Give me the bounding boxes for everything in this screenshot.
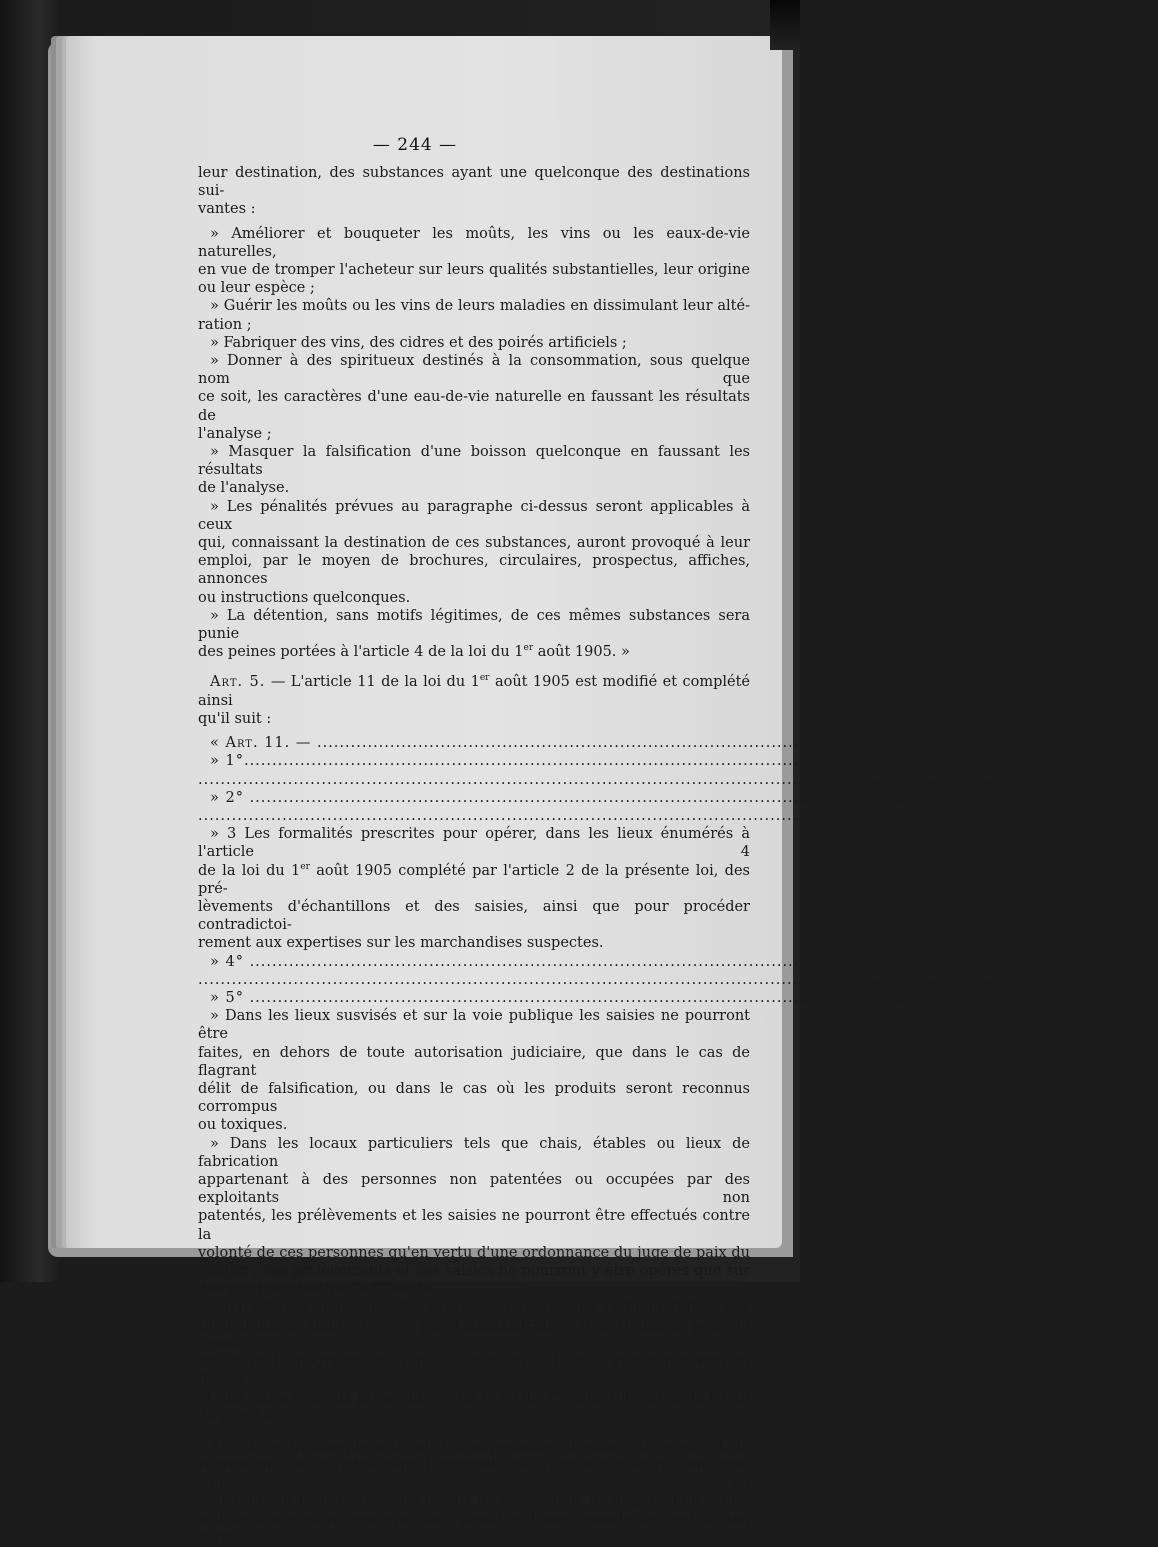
- text-line: ou leur espèce ;: [198, 280, 315, 297]
- text-line: » Dans les lieux susvisés et sur la voie publique les saisies ne pourront être: [198, 1008, 750, 1043]
- article-6-heading: Art. 6. — Quiconque aura mis les inspecteurs ou agents de service de la: [210, 1438, 750, 1455]
- text-line: canton ; ces prélèvements et ces saisies ne pourront y être opérés que sur: [198, 1262, 750, 1279]
- text-line: emploi, par le moyen de brochures, circulaires, prospectus, affiches, annonces: [198, 553, 750, 588]
- text-line: » Il n'est rien innové quant à la procédure suivie par l'administration des: [210, 1299, 750, 1316]
- text-line: faites, en dehors de toute autorisation judiciaire, que dans le cas de flagrant: [198, 1044, 750, 1079]
- text-line: de la loi du 1er août 1905 complété par l'article 2 de la présente loi, des pré-: [198, 861, 750, 897]
- text-line: ou instructions quelconques.: [198, 589, 411, 606]
- text-line: » Fabriquer des vins, des cidres et des poirés artificiels ;: [210, 334, 627, 351]
- text-line: leur destination, des substances ayant une quelconque des destinations sui-: [198, 165, 750, 200]
- text-line: en vue de tromper l'acheteur sur leurs qualités substantielles, leur origine: [198, 262, 750, 279]
- text-line: des peines portées à l'article 4 de la loi du 1er août 1905. »: [198, 643, 630, 661]
- page-body: [198, 164, 1158, 1547]
- text-line: » Donner à des spiritueux destinés à la consommation, sous quelque nom que: [198, 353, 750, 388]
- text-line: des produits destinés à la vente.: [198, 1281, 437, 1298]
- page-number: — 244 —: [372, 135, 458, 155]
- text-line: qui, connaissant la destination de ces substances, auront provoqué à leur: [198, 535, 750, 552]
- item-4-line: » 4° ......................................................................................................................................................: [210, 953, 1091, 970]
- item-5-line: » 5° ......................................................................................................................................................: [210, 989, 1091, 1006]
- text-line: patentés, les prélèvements et les saisies ne pourront être effectués contre la: [198, 1208, 750, 1243]
- text-line: lèvements d'échantillons et des saisies, ainsi que pour procéder contradictoi-: [198, 898, 750, 934]
- text-line: ce soit, les caractères d'une eau-de-vie naturelle en faussant les résultats de: [198, 389, 750, 424]
- text-line: l'analyse ;: [198, 425, 272, 442]
- item-1-line: » 1°......................................................................................................................................................: [210, 753, 1086, 770]
- text-line: ou toxiques.: [198, 1117, 288, 1134]
- text-line: qu'il suit :: [198, 710, 272, 727]
- text-line: soit de toute autre manière, sera passible d'une amende de cent à cinq cents: [198, 1511, 750, 1546]
- text-line: de l'analyse.: [198, 480, 290, 497]
- text-line: rement aux expertises sur les marchandises suspectes.: [198, 935, 604, 952]
- text-line: » Améliorer et bouqueter les moûts, les vins ou les eaux-de-vie naturelles,: [198, 225, 750, 260]
- article-11-line: « Art. 11. — ......................................................................................................................................................: [210, 735, 1158, 752]
- text-line: ration ;: [198, 316, 252, 333]
- dot-leader-line: ......................................................................................................................................................: [198, 807, 1040, 824]
- dot-leader-line: ......................................................................................................................................................: [198, 971, 1040, 988]
- text-line: » La détention, sans motifs légitimes, de ces mêmes substances sera punie: [198, 607, 750, 643]
- text-line: » Les pénalités prévues au paragraphe ci-dessus seront applicables à ceux: [198, 498, 750, 533]
- binding-corner: [770, 0, 800, 50]
- text-line: 28 juin 1907. »: [198, 1408, 309, 1425]
- dot-leader-line: ......................................................................................................................................................: [198, 771, 1040, 788]
- text-line: » 3 Les formalités prescrites pour opérer, dans les lieux énumérés à l'article 4: [198, 826, 750, 861]
- text-line: tation et la poursuite de faits constituant à la fois une contravention fiscale: [198, 1354, 750, 1389]
- text-line: volonté de ces personnes qu'en vertu d'une ordonnance du juge de paix du: [198, 1244, 750, 1261]
- item-2-line: » 2° ......................................................................................................................................................: [210, 789, 1091, 806]
- text-line: appartenant à des personnes non patentées ou occupées par des exploitants non: [198, 1171, 750, 1207]
- text-line: vantes :: [198, 201, 256, 218]
- text-line: répression des fraudes dans l'impossibilité d'accomplir leurs fonctions, soit en: [198, 1457, 750, 1492]
- article-5-heading: Art. 5. — L'article 11 de la loi du 1er août 1905 est modifié et complété ainsi: [198, 673, 750, 709]
- text-line: » Guérir les moûts ou les vins de leurs maladies en dissimulant leur alté-: [210, 298, 750, 315]
- text-line: leur refusant l'entrée de leurs locaux de fabrication, de dépôt ou de vente,: [198, 1493, 750, 1510]
- text-line: » Masquer la falsification d'une boisson quelconque en faussant les résultats: [198, 444, 750, 479]
- text-line: délit de falsification, ou dans le cas où les produits seront reconnus corrompus: [198, 1080, 750, 1116]
- text-line: et une infraction aux prescriptions de la loi du 1er août 1905 et de la loi du: [198, 1389, 750, 1407]
- text-line: Contributions indirectes et par l'administration des Douanes pour la consta-: [198, 1317, 750, 1352]
- text-line: » Dans les locaux particuliers tels que chais, étables ou lieux de fabrication: [198, 1135, 750, 1170]
